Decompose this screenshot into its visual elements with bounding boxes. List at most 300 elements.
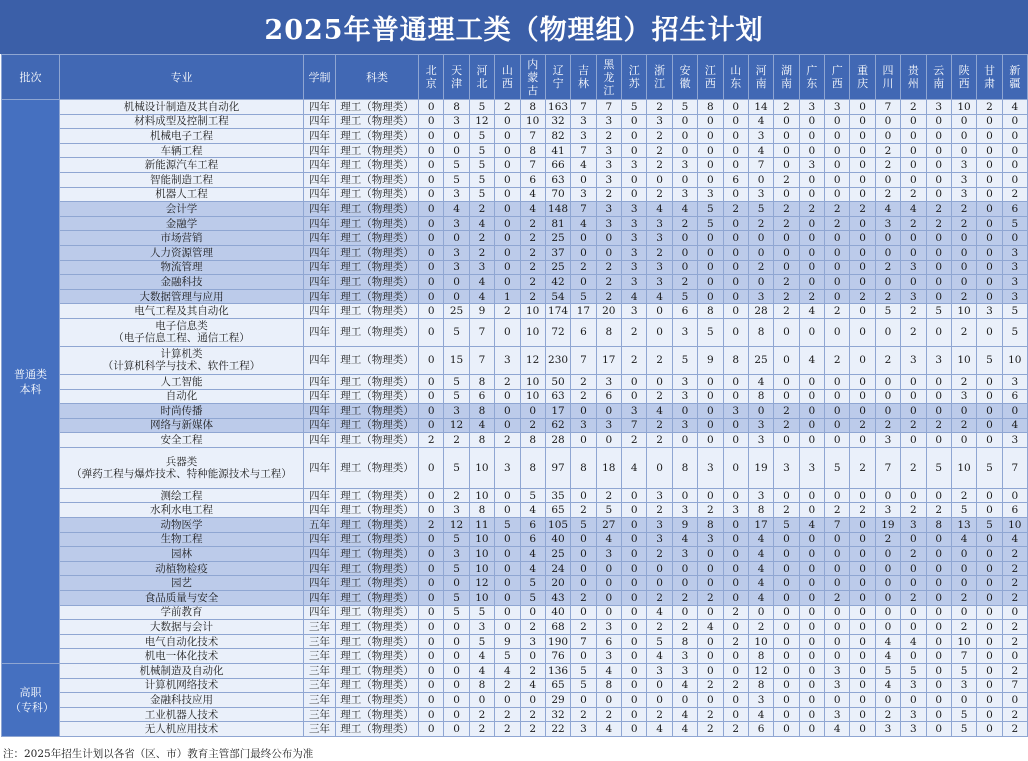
count-cell: 4 <box>748 591 773 606</box>
count-cell: 0 <box>1002 129 1027 144</box>
count-cell: 0 <box>901 374 926 389</box>
count-cell: 3 <box>951 678 976 693</box>
count-cell: 0 <box>444 576 469 591</box>
count-cell: 0 <box>875 591 900 606</box>
count-cell: 0 <box>977 664 1002 679</box>
count-cell: 0 <box>825 389 850 404</box>
count-cell: 6 <box>571 318 596 346</box>
header-province: 贵州 <box>901 55 926 100</box>
count-cell: 2 <box>495 433 520 448</box>
count-cell: 10 <box>520 304 545 319</box>
header-province: 四川 <box>875 55 900 100</box>
count-cell: 0 <box>825 158 850 173</box>
count-cell: 0 <box>419 707 444 722</box>
duration-cell: 三年 <box>304 707 336 722</box>
count-cell: 0 <box>622 488 647 503</box>
table-row <box>2 245 1028 260</box>
count-cell: 0 <box>419 649 444 664</box>
count-cell: 0 <box>850 488 875 503</box>
count-cell: 0 <box>825 404 850 419</box>
count-cell: 2 <box>748 620 773 635</box>
count-cell: 3 <box>875 722 900 737</box>
major-cell: 材料成型及控制工程 <box>60 114 304 129</box>
count-cell: 3 <box>825 100 850 115</box>
count-cell: 0 <box>850 129 875 144</box>
count-cell: 0 <box>495 187 520 202</box>
count-cell: 37 <box>545 245 570 260</box>
count-cell: 0 <box>622 649 647 664</box>
count-cell: 3 <box>495 346 520 374</box>
count-cell: 0 <box>875 693 900 708</box>
count-cell: 0 <box>850 693 875 708</box>
count-cell: 0 <box>850 404 875 419</box>
count-cell: 2 <box>951 488 976 503</box>
count-cell: 0 <box>901 389 926 404</box>
count-cell: 4 <box>901 634 926 649</box>
count-cell: 0 <box>1002 114 1027 129</box>
count-cell: 0 <box>672 488 697 503</box>
count-cell: 0 <box>850 561 875 576</box>
count-cell: 5 <box>444 172 469 187</box>
count-cell: 0 <box>977 722 1002 737</box>
count-cell: 5 <box>698 202 723 217</box>
major-cell: 园林 <box>60 547 304 562</box>
category-cell: 理工（物理类） <box>336 100 419 115</box>
count-cell: 0 <box>698 374 723 389</box>
category-cell: 理工（物理类） <box>336 389 419 404</box>
table-row <box>2 346 1028 374</box>
count-cell: 4 <box>748 532 773 547</box>
table-row <box>2 591 1028 606</box>
count-cell: 4 <box>799 346 824 374</box>
count-cell: 0 <box>901 532 926 547</box>
count-cell: 5 <box>571 289 596 304</box>
duration-cell: 四年 <box>304 576 336 591</box>
count-cell: 2 <box>951 620 976 635</box>
count-cell: 0 <box>698 231 723 246</box>
count-cell: 0 <box>444 231 469 246</box>
count-cell: 2 <box>951 318 976 346</box>
count-cell: 3 <box>901 346 926 374</box>
count-cell: 5 <box>444 447 469 488</box>
count-cell: 0 <box>951 404 976 419</box>
count-cell: 0 <box>672 404 697 419</box>
count-cell: 4 <box>672 202 697 217</box>
count-cell: 2 <box>495 722 520 737</box>
count-cell: 10 <box>520 318 545 346</box>
count-cell: 4 <box>596 664 621 679</box>
count-cell: 2 <box>647 245 672 260</box>
count-cell: 0 <box>926 433 951 448</box>
count-cell: 0 <box>850 518 875 533</box>
count-cell: 0 <box>926 374 951 389</box>
count-cell: 0 <box>825 620 850 635</box>
major-cell: 生物工程 <box>60 532 304 547</box>
count-cell: 0 <box>875 318 900 346</box>
count-cell: 4 <box>622 447 647 488</box>
count-cell: 0 <box>850 318 875 346</box>
count-cell: 2 <box>622 318 647 346</box>
count-cell: 0 <box>723 576 748 591</box>
count-cell: 0 <box>698 289 723 304</box>
category-cell: 理工（物理类） <box>336 664 419 679</box>
count-cell: 0 <box>926 693 951 708</box>
count-cell: 4 <box>520 202 545 217</box>
count-cell: 0 <box>977 503 1002 518</box>
major-cell: 金融科技应用 <box>60 693 304 708</box>
count-cell: 2 <box>596 275 621 290</box>
count-cell: 2 <box>875 143 900 158</box>
count-cell: 8 <box>520 433 545 448</box>
count-cell: 0 <box>799 187 824 202</box>
count-cell: 0 <box>799 216 824 231</box>
count-cell: 5 <box>444 532 469 547</box>
count-cell: 8 <box>596 678 621 693</box>
count-cell: 0 <box>444 693 469 708</box>
count-cell: 0 <box>495 503 520 518</box>
count-cell: 0 <box>926 547 951 562</box>
count-cell: 0 <box>977 649 1002 664</box>
duration-cell: 四年 <box>304 389 336 404</box>
count-cell: 0 <box>774 187 799 202</box>
count-cell: 0 <box>444 707 469 722</box>
count-cell: 3 <box>444 260 469 275</box>
count-cell: 0 <box>495 418 520 433</box>
count-cell: 3 <box>647 216 672 231</box>
count-cell: 10 <box>469 561 494 576</box>
count-cell: 3 <box>977 304 1002 319</box>
count-cell: 0 <box>951 114 976 129</box>
table-row <box>2 187 1028 202</box>
count-cell: 0 <box>901 620 926 635</box>
count-cell: 2 <box>495 707 520 722</box>
count-cell: 10 <box>520 374 545 389</box>
count-cell: 2 <box>850 289 875 304</box>
count-cell: 148 <box>545 202 570 217</box>
count-cell: 7 <box>571 634 596 649</box>
count-cell: 3 <box>672 503 697 518</box>
count-cell: 2 <box>926 202 951 217</box>
count-cell: 174 <box>545 304 570 319</box>
count-cell: 5 <box>444 389 469 404</box>
count-cell: 70 <box>545 187 570 202</box>
count-cell: 3 <box>672 158 697 173</box>
count-cell: 0 <box>850 114 875 129</box>
count-cell: 7 <box>951 649 976 664</box>
count-cell: 5 <box>748 202 773 217</box>
count-cell: 0 <box>419 275 444 290</box>
count-cell: 5 <box>444 591 469 606</box>
count-cell: 0 <box>977 693 1002 708</box>
count-cell: 0 <box>723 518 748 533</box>
count-cell: 2 <box>647 707 672 722</box>
count-cell: 0 <box>672 576 697 591</box>
count-cell: 0 <box>977 561 1002 576</box>
count-cell: 3 <box>622 304 647 319</box>
count-cell: 0 <box>926 260 951 275</box>
count-cell: 3 <box>825 707 850 722</box>
count-cell: 10 <box>520 114 545 129</box>
count-cell: 0 <box>799 114 824 129</box>
count-cell: 0 <box>596 576 621 591</box>
count-cell: 0 <box>977 143 1002 158</box>
count-cell: 5 <box>774 518 799 533</box>
count-cell: 0 <box>723 693 748 708</box>
count-cell: 32 <box>545 707 570 722</box>
count-cell: 0 <box>672 245 697 260</box>
count-cell: 0 <box>850 275 875 290</box>
count-cell: 0 <box>850 374 875 389</box>
count-cell: 4 <box>1002 418 1027 433</box>
count-cell: 4 <box>672 532 697 547</box>
count-cell: 3 <box>622 245 647 260</box>
count-cell: 0 <box>825 547 850 562</box>
count-cell: 0 <box>571 433 596 448</box>
count-cell: 0 <box>622 634 647 649</box>
count-cell: 3 <box>774 447 799 488</box>
count-cell: 3 <box>672 318 697 346</box>
count-cell: 0 <box>799 620 824 635</box>
count-cell: 0 <box>875 605 900 620</box>
count-cell: 0 <box>901 488 926 503</box>
count-cell: 3 <box>748 289 773 304</box>
major-cell: 机械制造及自动化 <box>60 664 304 679</box>
count-cell: 5 <box>469 158 494 173</box>
count-cell: 7 <box>520 129 545 144</box>
count-cell: 0 <box>495 605 520 620</box>
count-cell: 0 <box>926 620 951 635</box>
category-cell: 理工（物理类） <box>336 418 419 433</box>
count-cell: 230 <box>545 346 570 374</box>
count-cell: 3 <box>1002 275 1027 290</box>
duration-cell: 四年 <box>304 547 336 562</box>
count-cell: 0 <box>799 275 824 290</box>
count-cell: 12 <box>469 114 494 129</box>
count-cell: 4 <box>469 289 494 304</box>
count-cell: 3 <box>469 620 494 635</box>
count-cell: 12 <box>748 664 773 679</box>
count-cell: 0 <box>622 518 647 533</box>
count-cell: 0 <box>419 576 444 591</box>
major-cell: 时尚传播 <box>60 404 304 419</box>
count-cell: 8 <box>469 433 494 448</box>
category-cell: 理工（物理类） <box>336 404 419 419</box>
count-cell: 0 <box>698 605 723 620</box>
count-cell: 2 <box>875 260 900 275</box>
count-cell: 0 <box>926 532 951 547</box>
count-cell: 0 <box>723 488 748 503</box>
count-cell: 0 <box>723 561 748 576</box>
count-cell: 4 <box>444 202 469 217</box>
count-cell: 3 <box>647 488 672 503</box>
header-province: 甘肃 <box>977 55 1002 100</box>
duration-cell: 四年 <box>304 216 336 231</box>
count-cell: 7 <box>875 100 900 115</box>
count-cell: 10 <box>951 634 976 649</box>
count-cell: 0 <box>850 172 875 187</box>
count-cell: 3 <box>647 532 672 547</box>
count-cell: 0 <box>495 620 520 635</box>
duration-cell: 四年 <box>304 114 336 129</box>
count-cell: 0 <box>622 532 647 547</box>
count-cell: 65 <box>545 678 570 693</box>
table-header-row <box>2 55 1028 100</box>
table-row <box>2 664 1028 679</box>
count-cell: 0 <box>723 231 748 246</box>
count-cell: 72 <box>545 318 570 346</box>
count-cell: 0 <box>723 216 748 231</box>
count-cell: 0 <box>926 275 951 290</box>
count-cell: 0 <box>495 260 520 275</box>
major-cell: 动物医学 <box>60 518 304 533</box>
count-cell: 0 <box>622 503 647 518</box>
count-cell: 0 <box>723 620 748 635</box>
count-cell: 97 <box>545 447 570 488</box>
count-cell: 5 <box>951 503 976 518</box>
count-cell: 0 <box>723 649 748 664</box>
count-cell: 28 <box>748 304 773 319</box>
count-cell: 2 <box>647 547 672 562</box>
count-cell: 66 <box>545 158 570 173</box>
count-cell: 7 <box>571 143 596 158</box>
table-row <box>2 260 1028 275</box>
count-cell: 2 <box>1002 187 1027 202</box>
count-cell: 0 <box>419 374 444 389</box>
count-cell: 0 <box>875 374 900 389</box>
count-cell: 2 <box>698 591 723 606</box>
count-cell: 2 <box>596 289 621 304</box>
category-cell: 理工（物理类） <box>336 346 419 374</box>
count-cell: 0 <box>748 605 773 620</box>
count-cell: 0 <box>799 389 824 404</box>
major-cell: 新能源汽车工程 <box>60 158 304 173</box>
count-cell: 190 <box>545 634 570 649</box>
header-province: 安徽 <box>672 55 697 100</box>
count-cell: 25 <box>545 260 570 275</box>
count-cell: 0 <box>850 591 875 606</box>
count-cell: 2 <box>596 707 621 722</box>
count-cell: 2 <box>520 722 545 737</box>
count-cell: 0 <box>977 374 1002 389</box>
count-cell: 5 <box>571 518 596 533</box>
table-row <box>2 129 1028 144</box>
count-cell: 40 <box>545 605 570 620</box>
count-cell: 3 <box>596 649 621 664</box>
count-cell: 2 <box>571 260 596 275</box>
major-cell: 园艺 <box>60 576 304 591</box>
count-cell: 3 <box>901 722 926 737</box>
count-cell: 0 <box>850 158 875 173</box>
table-row <box>2 389 1028 404</box>
count-cell: 0 <box>444 649 469 664</box>
count-cell: 0 <box>419 620 444 635</box>
count-cell: 0 <box>723 318 748 346</box>
header-province: 河北 <box>469 55 494 100</box>
count-cell: 0 <box>951 693 976 708</box>
count-cell: 0 <box>647 561 672 576</box>
count-cell: 2 <box>1002 707 1027 722</box>
duration-cell: 四年 <box>304 260 336 275</box>
count-cell: 0 <box>875 245 900 260</box>
count-cell: 0 <box>495 693 520 708</box>
count-cell: 3 <box>444 187 469 202</box>
count-cell: 3 <box>672 664 697 679</box>
category-cell: 理工（物理类） <box>336 591 419 606</box>
count-cell: 0 <box>444 275 469 290</box>
count-cell: 0 <box>622 114 647 129</box>
count-cell: 22 <box>545 722 570 737</box>
table-row <box>2 678 1028 693</box>
count-cell: 5 <box>977 447 1002 488</box>
count-cell: 2 <box>901 447 926 488</box>
count-cell: 0 <box>825 418 850 433</box>
count-cell: 7 <box>469 346 494 374</box>
count-cell: 7 <box>1002 447 1027 488</box>
count-cell: 0 <box>799 722 824 737</box>
count-cell: 10 <box>469 532 494 547</box>
count-cell: 0 <box>875 172 900 187</box>
count-cell: 5 <box>469 187 494 202</box>
count-cell: 9 <box>672 518 697 533</box>
count-cell: 0 <box>799 172 824 187</box>
count-cell: 0 <box>825 374 850 389</box>
count-cell: 0 <box>1002 693 1027 708</box>
count-cell: 0 <box>977 620 1002 635</box>
count-cell: 0 <box>799 605 824 620</box>
duration-cell: 四年 <box>304 100 336 115</box>
count-cell: 8 <box>469 678 494 693</box>
count-cell: 0 <box>799 503 824 518</box>
count-cell: 2 <box>774 404 799 419</box>
count-cell: 3 <box>647 114 672 129</box>
duration-cell: 四年 <box>304 433 336 448</box>
count-cell: 5 <box>647 634 672 649</box>
header-province: 辽宁 <box>545 55 570 100</box>
table-row <box>2 216 1028 231</box>
duration-cell: 四年 <box>304 304 336 319</box>
count-cell: 2 <box>419 433 444 448</box>
count-cell: 0 <box>419 158 444 173</box>
category-cell: 理工（物理类） <box>336 605 419 620</box>
count-cell: 0 <box>647 693 672 708</box>
count-cell: 0 <box>825 693 850 708</box>
count-cell: 2 <box>774 289 799 304</box>
count-cell: 2 <box>1002 722 1027 737</box>
count-cell: 8 <box>723 346 748 374</box>
count-cell: 0 <box>850 547 875 562</box>
count-cell: 2 <box>647 503 672 518</box>
count-cell: 0 <box>875 129 900 144</box>
count-cell: 3 <box>951 389 976 404</box>
count-cell: 2 <box>647 100 672 115</box>
count-cell: 2 <box>647 433 672 448</box>
count-cell: 6 <box>596 634 621 649</box>
count-cell: 0 <box>495 404 520 419</box>
count-cell: 4 <box>469 418 494 433</box>
count-cell: 3 <box>748 693 773 708</box>
count-cell: 0 <box>723 260 748 275</box>
count-cell: 4 <box>875 202 900 217</box>
count-cell: 0 <box>495 172 520 187</box>
count-cell: 4 <box>672 707 697 722</box>
count-cell: 3 <box>875 216 900 231</box>
count-cell: 0 <box>698 129 723 144</box>
count-cell: 0 <box>799 404 824 419</box>
duration-cell: 三年 <box>304 649 336 664</box>
count-cell: 82 <box>545 129 570 144</box>
count-cell: 0 <box>698 634 723 649</box>
count-cell: 0 <box>495 143 520 158</box>
